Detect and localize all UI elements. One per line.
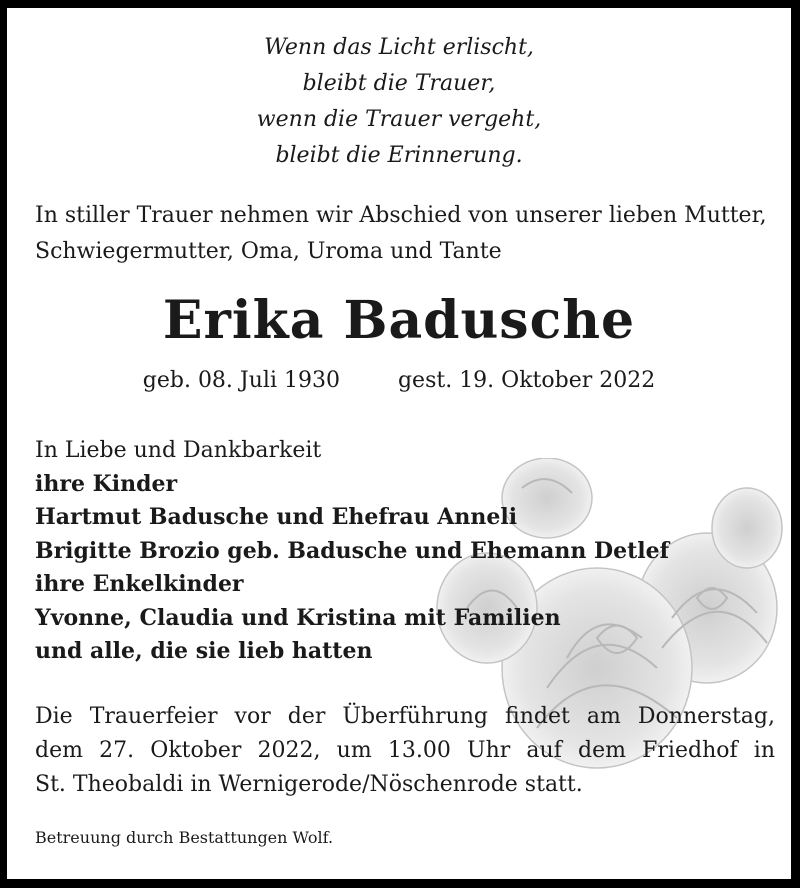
death-date: gest. 19. Oktober 2022: [397, 368, 656, 393]
poem-line: bleibt die Erinnerung.: [275, 143, 523, 168]
mourner-line: Yvonne, Claudia und Kristina mit Familien: [35, 604, 561, 631]
poem-line: Wenn das Licht erlischt,: [264, 35, 534, 60]
intro-line: Schwiegermutter, Oma, Uroma und Tante: [35, 239, 502, 264]
funeral-notice: [35, 700, 775, 802]
birth-date: geb. 08. Juli 1930: [142, 368, 340, 393]
mourners-opening: In Liebe und Dankbarkeit: [35, 438, 322, 463]
mourner-line: Hartmut Badusche und Ehefrau Anneli: [35, 504, 518, 530]
poem-line: bleibt die Trauer,: [302, 71, 496, 96]
intro-line: In stiller Trauer nehmen wir Abschied von unserer lieben Mutter,: [35, 203, 767, 228]
mourner-line: Brigitte Brozio geb. Badusche und Ehemann Detlef: [35, 537, 670, 564]
notice-line: Die Trauerfeier vor der Überführung findet am Donnerstag,: [35, 704, 775, 729]
notice-line: St. Theobaldi in Wernigerode/Nöschenrode statt.: [35, 772, 583, 797]
deceased-name: Erika Badusche: [162, 290, 636, 351]
life-dates: [7, 364, 791, 398]
poem-line: wenn die Trauer vergeht,: [256, 107, 542, 132]
undertaker-credit: Betreuung durch Bestattungen Wolf.: [35, 828, 334, 847]
obituary-notice: [7, 8, 791, 879]
mourner-line: ihre Kinder: [35, 470, 178, 497]
mourners-list: [35, 434, 775, 669]
intro-text: [35, 198, 775, 270]
poem: [7, 30, 791, 174]
mourner-line: ihre Enkelkinder: [35, 571, 244, 597]
mourner-line: und alle, die sie lieb hatten: [35, 638, 373, 664]
notice-line: dem 27. Oktober 2022, um 13.00 Uhr auf dem Friedhof in: [35, 738, 775, 763]
